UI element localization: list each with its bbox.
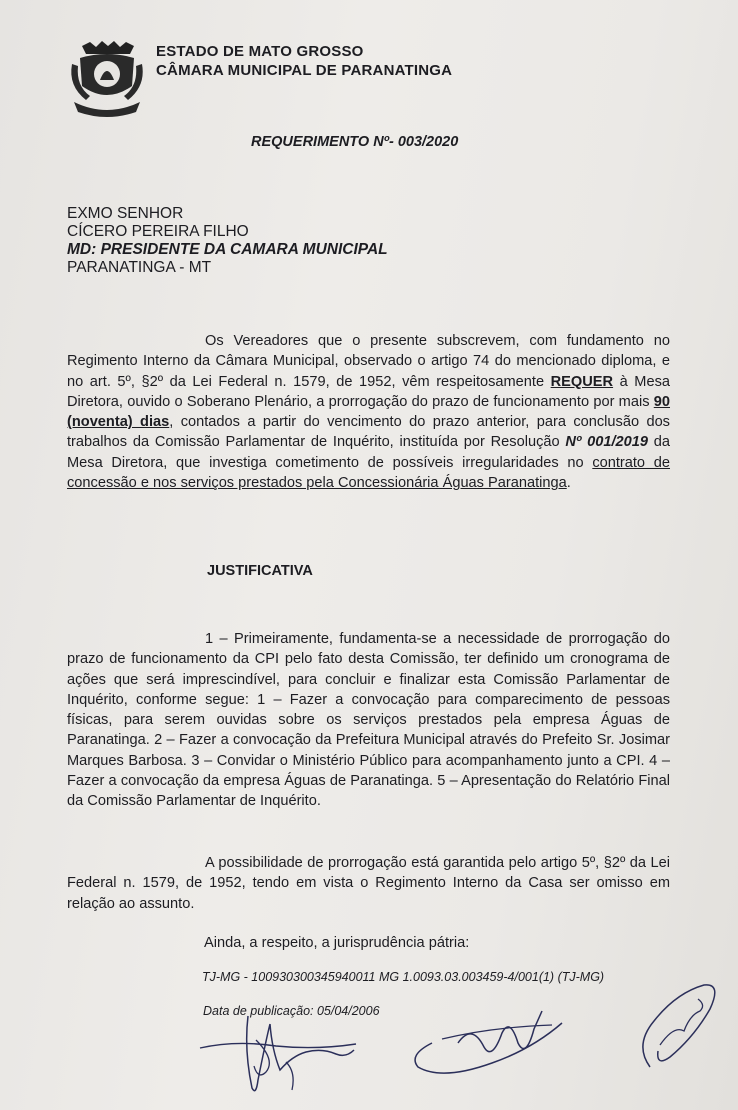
request-title: REQUERIMENTO Nº- 003/2020 (251, 134, 459, 150)
addressee-name: CÍCERO PEREIRA FILHO (67, 223, 249, 240)
extension-days: 90 (noventa) dias (67, 393, 670, 431)
publication-date: Data de publicação: 05/04/2006 (203, 1004, 380, 1018)
resolution-number: Nº 001/2019 (565, 434, 648, 451)
chamber-name: CÂMARA MUNICIPAL DE PARANATINGA (156, 62, 453, 79)
municipal-coat-of-arms-icon (66, 40, 148, 118)
addressee-city: PARANATINGA - MT (67, 259, 212, 276)
addressee-salutation: EXMO SENHOR (67, 205, 184, 222)
signature-1 (196, 1010, 366, 1100)
contract-reference: contrato de concessão e nos serviços prestados pela Concessionária Águas Paranatinga (67, 454, 670, 492)
justification-paragraph: 1 – Primeiramente, fundamenta-se a necessidade de prorrogação do prazo de funcionamento da CPI pelo fato desta Comissão, ter definido um cronograma de ações que será imprescindível, para concluir e finalizar esta Comissão Parlamentar de Inquérito, conforme segue: 1 – Fazer a convocação para comparecimento de pessoas físicas, para serem ouvidas sobre os serviços prestados pela empresa Águas de Paranatinga. 2 – Fazer a convocação da Prefeitura Municipal através do Prefeito Sr. Josimar Marques Barbosa. 3 – Convidar o Ministério Público para acompanhamento junto a CPI. 4 – Fazer a convocação da empresa Águas de Paranatinga. 5 – Apresentação do Relatório Final da Comissão Parlamentar de Inquérito. (67, 631, 670, 810)
requer-keyword: REQUER (550, 373, 614, 390)
request-paragraph: Os Vereadores que o presente subscrevem, com fundamento no Regimento Interno da Câmara Municipal, observado o artigo 74 do mencionado diploma, e no art. 5º, §2º da Lei Federal n. 1579, de 1952, vêm respeitosamente REQUER à Mesa Diretora, ouvido o Soberano Plenário, a prorrogação do prazo de funcionamento por mais 90 (noventa) dias, contados a partir do vencimento do prazo anterior, para conclusão dos trabalhos da Comissão Parlamentar de Inquérito, instituída por Resolução Nº 001/2019 da Mesa Diretora, que investiga cometimento de possíveis irregularidades no contrato de concessão e nos serviços prestados pela Concessionária Águas Paranatinga. (67, 333, 671, 492)
legal-basis-paragraph: A possibilidade de prorrogação está garantida pelo artigo 5º, §2º da Lei Federal n. 1579, de 1952, tendo em vista o Regimento Interno da Casa ser omisso em relação ao assunto. (67, 855, 670, 912)
jurisprudence-citation: TJ-MG - 100930300345940011 MG 1.0093.03.003459-4/001(1) (TJ-MG) (202, 970, 605, 984)
state-name: ESTADO DE MATO GROSSO (156, 43, 364, 60)
addressee-title: MD: PRESIDENTE DA CAMARA MUNICIPAL (67, 241, 388, 258)
signature-2 (402, 1003, 572, 1083)
jurisprudence-intro: Ainda, a respeito, a jurisprudência pátria: (204, 935, 470, 951)
justification-heading: JUSTIFICATIVA (207, 563, 313, 579)
signature-3 (630, 975, 730, 1075)
